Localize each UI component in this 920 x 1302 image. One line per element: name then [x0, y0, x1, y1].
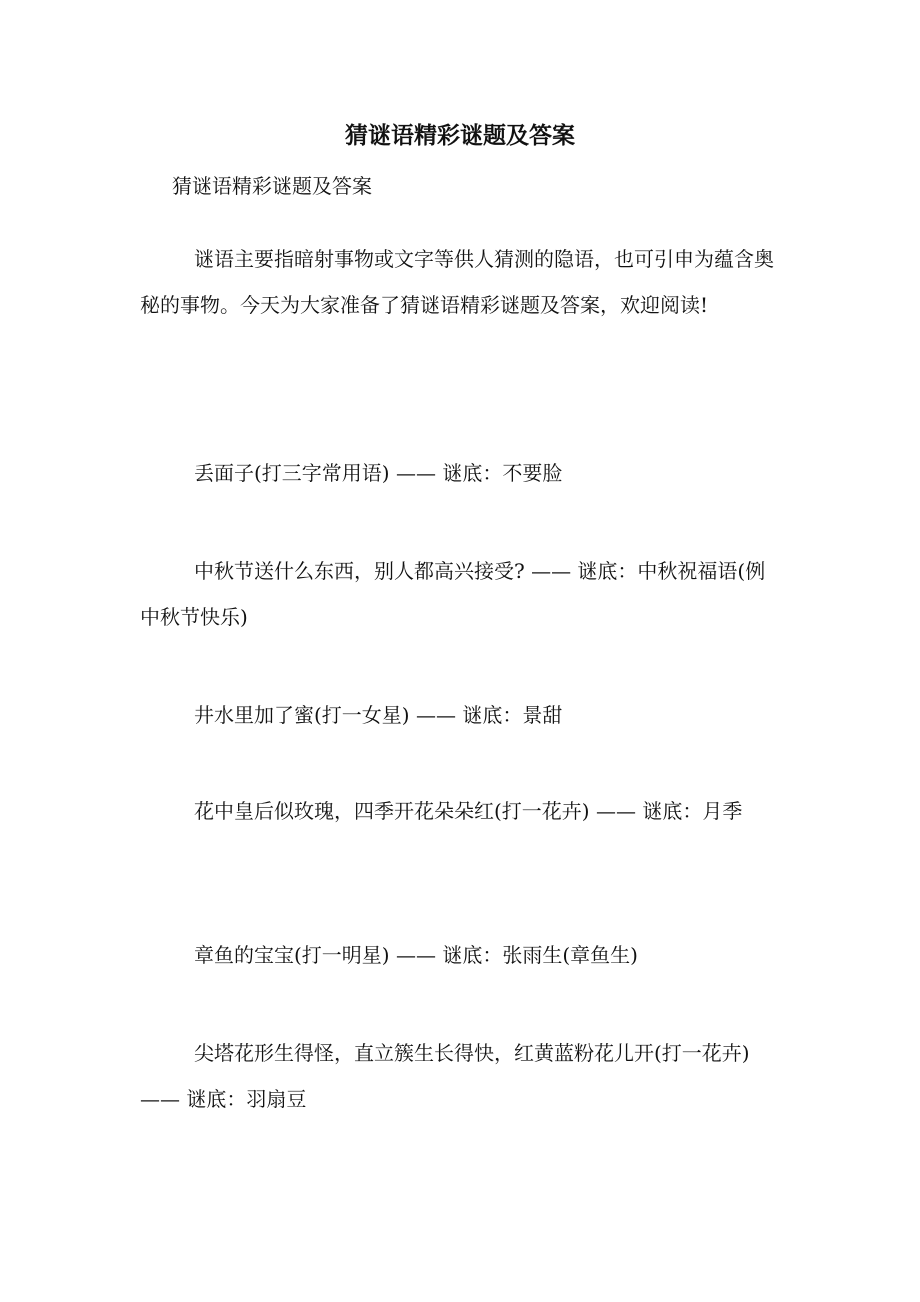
document-title: 猜谜语精彩谜题及答案 — [345, 122, 575, 149]
document-subtitle: 猜谜语精彩谜题及答案 — [172, 174, 372, 198]
intro-paragraph: 谜语主要指暗射事物或文字等供人猜测的隐语，也可引申为蕴含奥秘的事物。今天为大家准备了猜谜语精彩谜题及答案，欢迎阅读! — [140, 247, 774, 317]
riddle-paragraph: 尖塔花形生得怪，直立簇生长得快，红黄蓝粉花儿开(打一花卉) —— 谜底：羽扇豆 — [140, 1041, 750, 1111]
riddle-paragraph: 丢面子(打三字常用语) —— 谜底：不要脸 — [194, 461, 563, 485]
riddle-paragraph: 中秋节送什么东西，别人都高兴接受? —— 谜底：中秋祝福语(例中秋节快乐) — [140, 559, 766, 629]
riddle-paragraph: 井水里加了蜜(打一女星) —— 谜底：景甜 — [194, 703, 563, 727]
riddle-paragraph: 章鱼的宝宝(打一明星) —— 谜底：张雨生(章鱼生) — [194, 943, 638, 967]
riddle-paragraph: 花中皇后似玫瑰，四季开花朵朵红(打一花卉) —— 谜底：月季 — [194, 799, 743, 823]
